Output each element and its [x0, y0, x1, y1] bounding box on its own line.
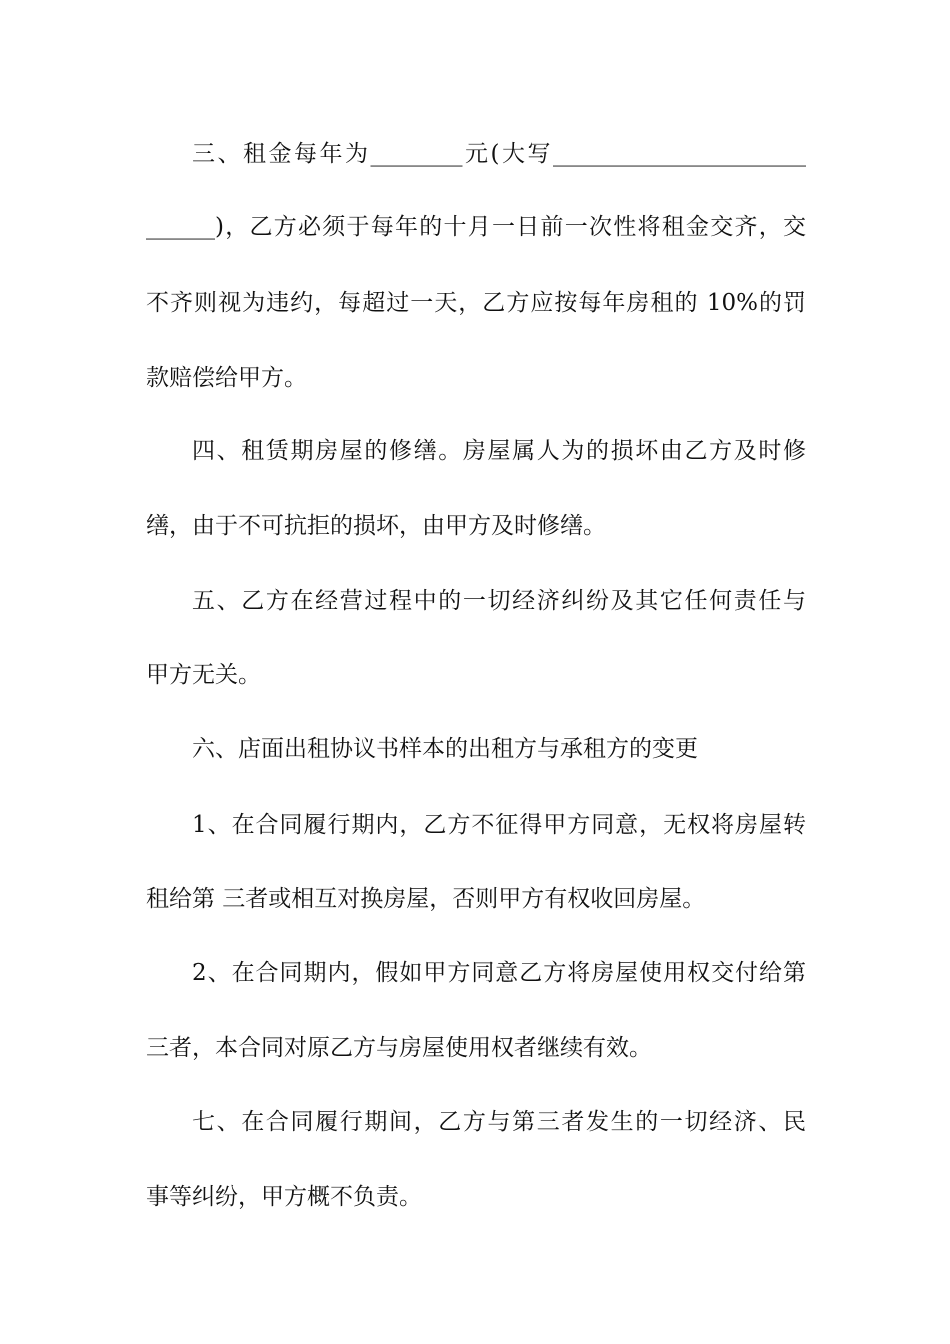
clause-4-line-1: 四、租赁期房屋的修缮。房屋属人为的损坏由乙方及时修	[192, 438, 806, 464]
clause-6-item-1-line-2: 租给第 三者或相互对换房屋，否则甲方有权收回房屋。	[146, 886, 706, 912]
clause-3-line-2: ______)，乙方必须于每年的十月一日前一次性将租金交齐，交	[146, 214, 806, 240]
clause-6-heading: 六、店面出租协议书样本的出租方与承租方的变更	[192, 736, 698, 762]
clause-4-line-2: 缮，由于不可抗拒的损坏，由甲方及时修缮。	[146, 513, 606, 539]
clause-5-line-1: 五、乙方在经营过程中的一切经济纠纷及其它任何责任与	[192, 588, 806, 614]
clause-5-line-2: 甲方无关。	[146, 662, 261, 688]
clause-6-item-2-line-2: 三者，本合同对原乙方与房屋使用权者继续有效。	[146, 1035, 652, 1061]
clause-6-item-1-line-1: 1、在合同履行期内，乙方不征得甲方同意，无权将房屋转	[192, 812, 806, 838]
clause-3-line-3: 不齐则视为违约，每超过一天，乙方应按每年房租的 10%的罚	[146, 290, 806, 316]
clause-6-item-2-line-1: 2、在合同期内，假如甲方同意乙方将房屋使用权交付给第	[192, 960, 806, 986]
clause-3-line-1: 三、租金每年为________元(大写______________________	[192, 141, 806, 167]
clause-7-line-2: 事等纠纷，甲方概不负责。	[146, 1184, 422, 1210]
clause-3-line-4: 款赔偿给甲方。	[146, 365, 307, 391]
clause-7-line-1: 七、在合同履行期间，乙方与第三者发生的一切经济、民	[192, 1109, 806, 1135]
